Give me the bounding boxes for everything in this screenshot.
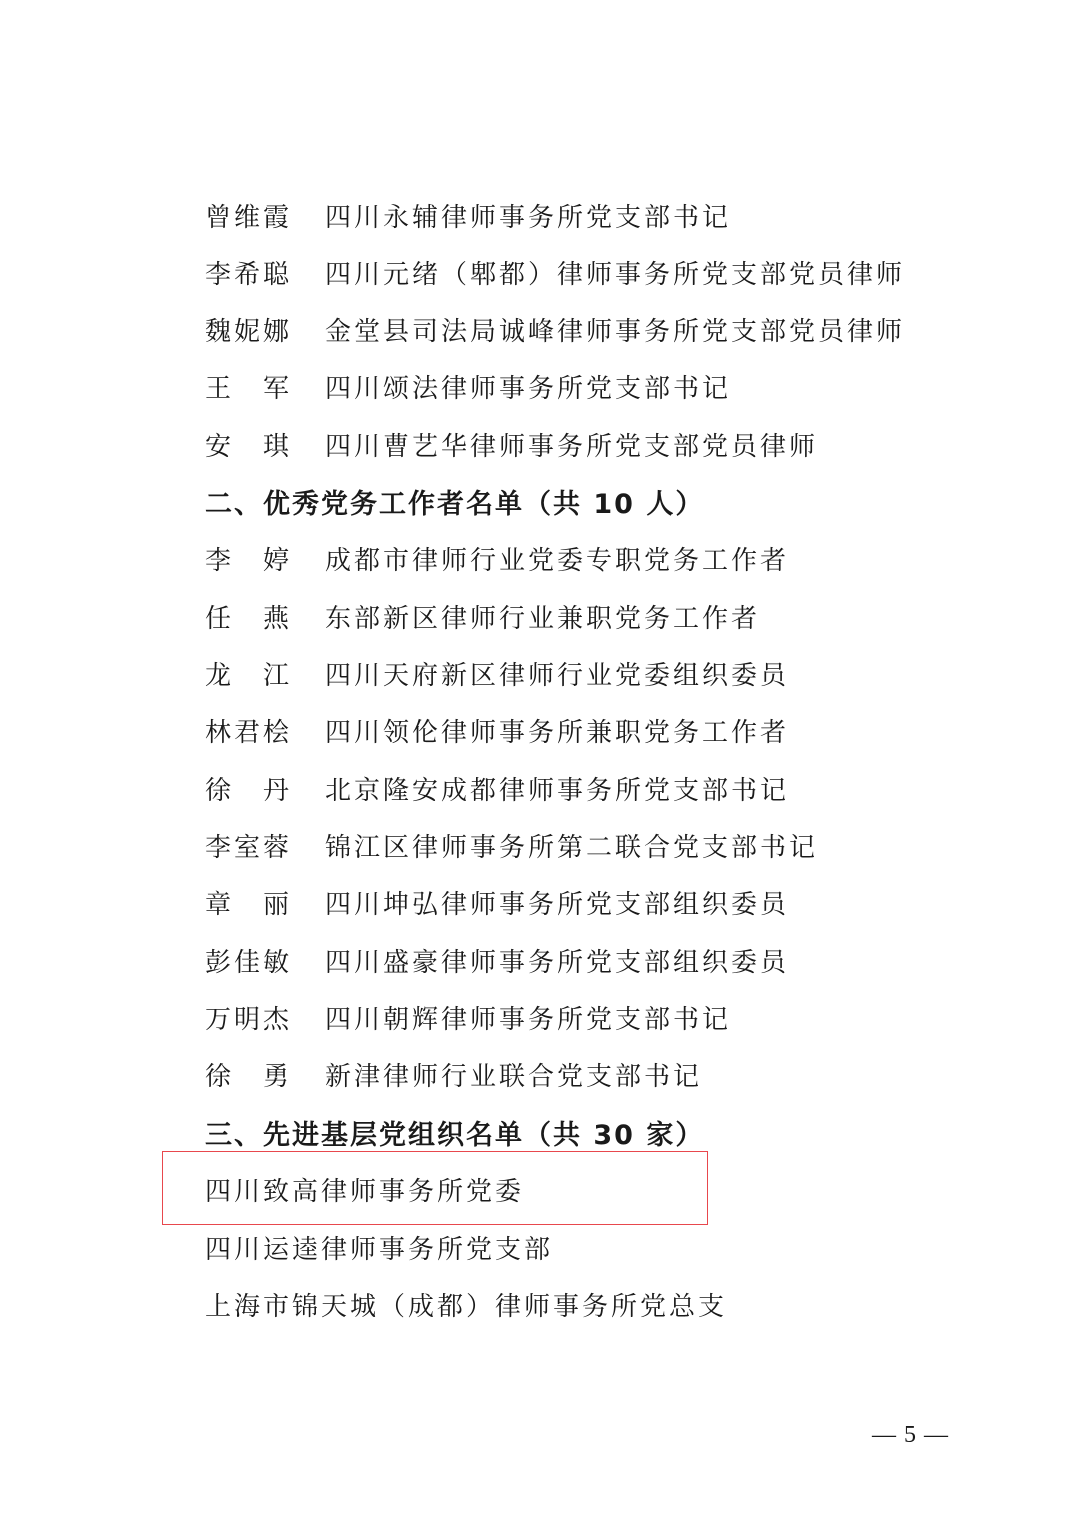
person-name: 李 婷: [205, 546, 293, 576]
person-unit: 金堂县司法局诚峰律师事务所党支部党员律师: [325, 317, 906, 347]
page-number: — 5 —: [872, 1422, 949, 1448]
list-item: [205, 319, 905, 345]
list-item: [205, 262, 905, 288]
person-unit: 锦江区律师事务所第二联合党支部书记: [325, 833, 819, 863]
person-unit: 四川元绪（郫都）律师事务所党支部党员律师: [325, 260, 906, 290]
person-unit: 四川永辅律师事务所党支部书记: [325, 203, 732, 233]
person-unit: 四川盛豪律师事务所党支部组织委员: [325, 948, 790, 978]
list-item: [205, 1179, 524, 1205]
list-item: [205, 950, 789, 976]
list-item: [205, 1007, 731, 1033]
list-item: [205, 1237, 553, 1263]
person-unit: 四川朝辉律师事务所党支部书记: [325, 1005, 732, 1035]
person-name: 章 丽: [205, 890, 293, 920]
person-name: 万明杰: [205, 1005, 293, 1035]
list-item: [205, 663, 789, 689]
person-name: 林君桧: [205, 718, 293, 748]
organization-name: 四川运逵律师事务所党支部: [205, 1235, 554, 1265]
organization-name: 上海市锦天城（成都）律师事务所党总支: [205, 1292, 728, 1322]
person-name: 李希聪: [205, 260, 293, 290]
section-heading: 二、优秀党务工作者名单（共 10 人）: [205, 489, 705, 520]
person-name: 曾维霞: [205, 203, 293, 233]
person-name: 龙 江: [205, 661, 293, 691]
person-name: 彭佳敏: [205, 948, 293, 978]
person-name: 安 琪: [205, 432, 293, 462]
list-item: [205, 892, 789, 918]
person-unit: 成都市律师行业党委专职党务工作者: [325, 546, 790, 576]
person-name: 王 军: [205, 374, 293, 404]
person-unit: 东部新区律师行业兼职党务工作者: [325, 604, 761, 634]
list-item: [205, 205, 731, 231]
person-unit: 四川坤弘律师事务所党支部组织委员: [325, 890, 790, 920]
person-unit: 四川天府新区律师行业党委组织委员: [325, 661, 790, 691]
person-name: 魏妮娜: [205, 317, 293, 347]
list-item: [205, 376, 731, 402]
person-name: 徐 勇: [205, 1062, 293, 1092]
list-item: [205, 1294, 727, 1320]
list-item: [205, 1064, 702, 1090]
person-name: 徐 丹: [205, 776, 293, 806]
person-name: 任 燕: [205, 604, 293, 634]
list-item: [205, 720, 789, 746]
list-item: [205, 778, 789, 804]
list-item: [205, 434, 818, 460]
person-unit: 四川领伦律师事务所兼职党务工作者: [325, 718, 790, 748]
organization-name: 四川致高律师事务所党委: [205, 1177, 525, 1207]
person-unit: 北京隆安成都律师事务所党支部书记: [325, 776, 790, 806]
person-unit: 新津律师行业联合党支部书记: [325, 1062, 703, 1092]
person-name: 李室蓉: [205, 833, 293, 863]
list-item: [205, 606, 760, 632]
list-item: [205, 548, 789, 574]
list-item: [205, 835, 818, 861]
person-unit: 四川曹艺华律师事务所党支部党员律师: [325, 432, 819, 462]
person-unit: 四川颂法律师事务所党支部书记: [325, 374, 732, 404]
section-heading: 三、先进基层党组织名单（共 30 家）: [205, 1120, 705, 1151]
